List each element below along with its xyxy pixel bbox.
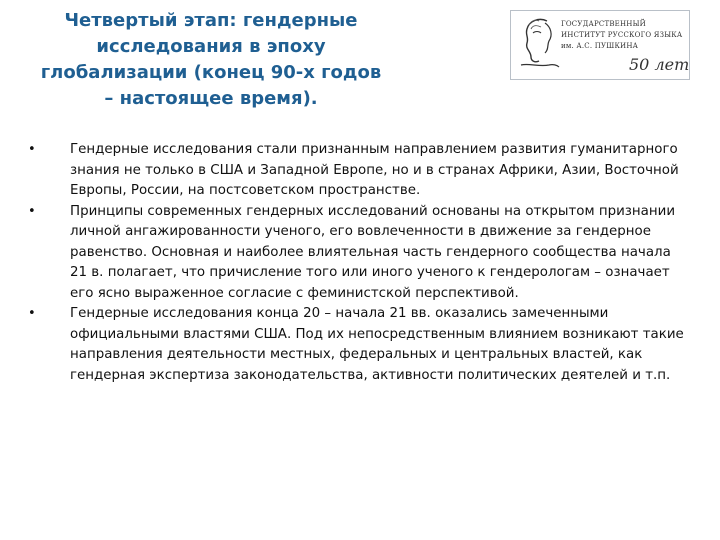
logo-anniversary: 50 лет <box>629 55 690 74</box>
bullet-text: Гендерные исследования конца 20 – начала 21 вв. оказались замеченными официальными властями США. Под их непосредственным влиянием возникают такие направления деятельности местных, федеральных и центральных властей, как гендерная экспертиза законодательства, активности политических деятелей и т.п. <box>70 306 684 383</box>
list-item <box>28 304 690 386</box>
institute-logo <box>510 10 690 80</box>
bullet-icon: • <box>28 142 36 157</box>
bullet-text: Гендерные исследования стали признанным направлением развития гуманитарного знания не только в США и Западной Европе, но и в странах Африки, Азии, Восточной Европы, России, на постсоветском пространстве. <box>70 142 679 198</box>
bullet-icon: • <box>28 203 36 219</box>
logo-text <box>561 19 685 52</box>
bullet-text: Принципы современных гендерных исследований основаны на открытом признании личной ангажированности ученого, его вовлеченности в движение за гендерное равенство. Основная и наиболее влиятельная часть гендерного сообщества начала 21 в. полагает, что причисление того или иного ученого к гендерологам – означает его ясно выраженное согласие с феминистской перспективой. <box>70 203 676 301</box>
title-line: исследования в эпоху <box>96 36 326 57</box>
title-line: глобализации (конец 90-х годов <box>40 62 382 83</box>
bullet-icon: • <box>28 306 36 321</box>
list-item <box>28 202 690 305</box>
pushkin-portrait-icon <box>517 15 561 75</box>
title-line: – настоящее время). <box>104 88 318 109</box>
slide-title <box>30 8 392 112</box>
logo-line: ИНСТИТУТ РУССКОГО ЯЗЫКА <box>561 31 683 39</box>
bullet-list <box>28 140 690 386</box>
title-line: Четвертый этап: гендерные <box>64 10 358 31</box>
logo-line: им. А.С. ПУШКИНА <box>561 42 639 50</box>
list-item <box>28 140 690 202</box>
logo-line: ГОСУДАРСТВЕННЫЙ <box>561 20 646 28</box>
